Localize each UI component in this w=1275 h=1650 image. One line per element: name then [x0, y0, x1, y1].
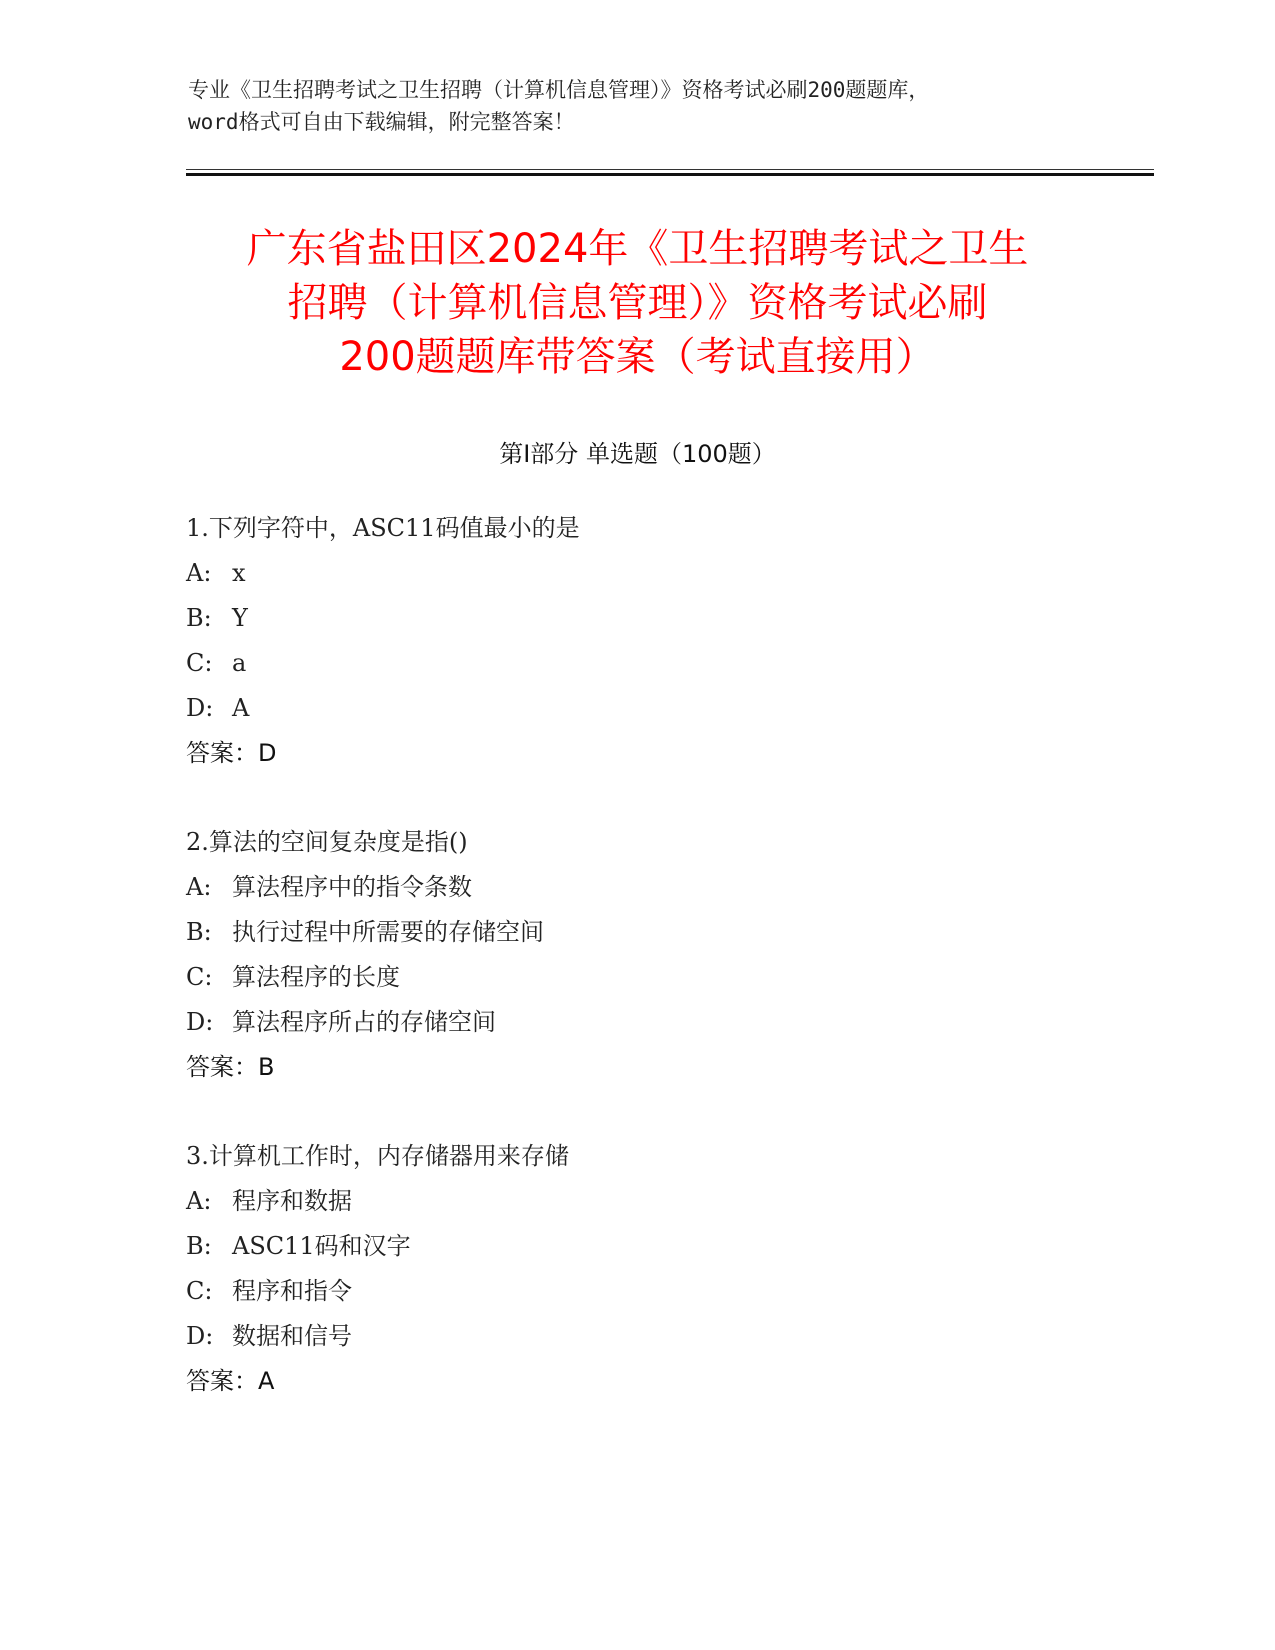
option-text: x: [232, 559, 246, 587]
option-d: [186, 686, 1136, 731]
option-text: a: [232, 649, 247, 677]
option-c: [186, 1269, 1136, 1314]
section-title: 第Ⅰ部分 单选题（100题）: [499, 440, 776, 468]
header-note: [188, 74, 1088, 138]
option-key: D:: [186, 1322, 214, 1350]
question-3: [186, 1134, 1136, 1404]
option-text: 程序和指令: [232, 1277, 352, 1305]
option-a: [186, 865, 1136, 910]
option-c: [186, 641, 1136, 686]
option-text: Y: [232, 604, 248, 632]
question-1: [186, 506, 1136, 776]
question-2: [186, 820, 1136, 1090]
option-text: 执行过程中所需要的存储空间: [232, 918, 544, 946]
option-text: 算法程序的长度: [232, 963, 400, 991]
question-stem: 3.计算机工作时，内存储器用来存储: [186, 1142, 569, 1170]
answer-line: 答案：A: [186, 1367, 275, 1395]
option-key: B:: [186, 918, 212, 946]
option-text: 程序和数据: [232, 1187, 352, 1215]
answer-line: 答案：D: [186, 739, 277, 767]
option-b: [186, 596, 1136, 641]
option-key: B:: [186, 604, 212, 632]
option-key: A:: [186, 873, 212, 901]
option-c: [186, 955, 1136, 1000]
header-divider-thick: [186, 173, 1154, 176]
option-text: A: [232, 694, 250, 722]
option-key: D:: [186, 694, 214, 722]
option-d: [186, 1000, 1136, 1045]
option-b: [186, 910, 1136, 955]
header-divider-thin: [186, 169, 1154, 170]
option-d: [186, 1314, 1136, 1359]
option-a: [186, 1179, 1136, 1224]
header-note-line-1: 专业《卫生招聘考试之卫生招聘（计算机信息管理）》资格考试必刷200题题库，: [188, 78, 930, 102]
title-line-2: 招聘（计算机信息管理）》资格考试必刷: [287, 280, 988, 326]
option-text: 数据和信号: [232, 1322, 352, 1350]
option-key: A:: [186, 1187, 212, 1215]
option-key: B:: [186, 1232, 212, 1260]
title-line-1: 广东省盐田区2024年《卫生招聘考试之卫生: [246, 226, 1029, 272]
option-text: 算法程序所占的存储空间: [232, 1008, 496, 1036]
answer-line: 答案：B: [186, 1053, 275, 1081]
document-title: [150, 222, 1125, 384]
option-b: [186, 1224, 1136, 1269]
option-key: C:: [186, 963, 213, 991]
option-key: C:: [186, 649, 213, 677]
option-key: C:: [186, 1277, 213, 1305]
option-text: ASC11码和汉字: [232, 1232, 411, 1260]
option-a: [186, 551, 1136, 596]
question-stem: 1.下列字符中，ASC11码值最小的是: [186, 514, 580, 542]
title-line-3: 200题题库带答案（考试直接用）: [339, 334, 936, 380]
option-key: D:: [186, 1008, 214, 1036]
header-note-line-2: word格式可自由下载编辑，附完整答案！: [188, 110, 575, 134]
option-key: A:: [186, 559, 212, 587]
question-stem: 2.算法的空间复杂度是指(): [186, 828, 468, 856]
option-text: 算法程序中的指令条数: [232, 873, 472, 901]
